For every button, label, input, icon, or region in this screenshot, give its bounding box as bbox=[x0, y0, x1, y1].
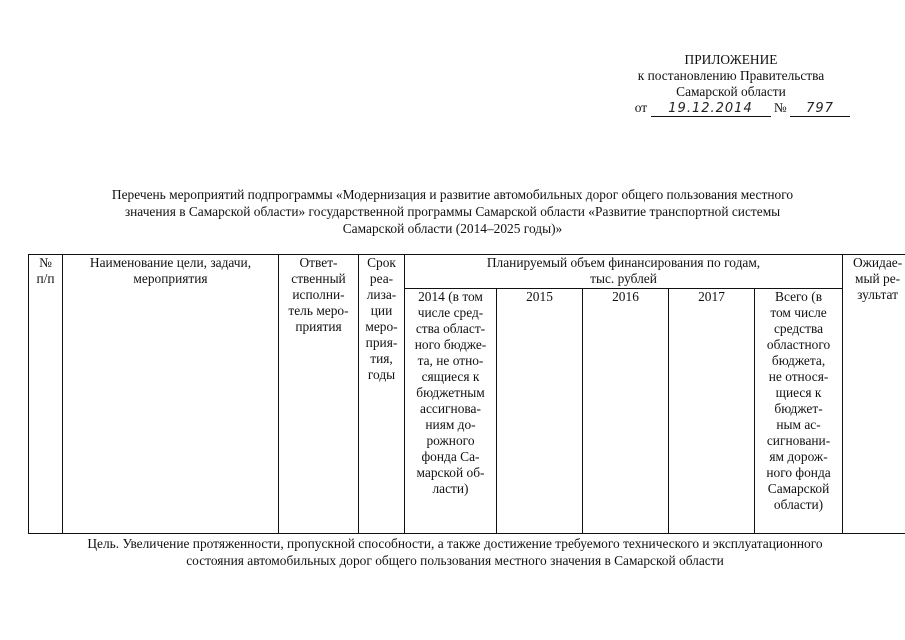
header-num bbox=[29, 255, 63, 534]
header-text-line: ства област- bbox=[415, 321, 486, 336]
header-name bbox=[63, 255, 279, 534]
header-text-line: ственный bbox=[291, 271, 346, 286]
title-line-1: Перечень мероприятий подпрограммы «Модернизация и развитие автомобильных дорог общего пользования местного bbox=[111, 187, 794, 202]
header-text-line: тель меро- bbox=[288, 303, 349, 318]
header-text-line: лиза- bbox=[366, 287, 397, 302]
header-text-line: Срок bbox=[367, 255, 396, 270]
header-text-line: ассигнова- bbox=[420, 401, 481, 416]
header-total bbox=[755, 289, 843, 534]
header-text-line: меро- bbox=[365, 319, 398, 334]
header-text-line: прия- bbox=[365, 335, 398, 350]
header-text-line: Самарской bbox=[767, 481, 830, 496]
header-term bbox=[359, 255, 405, 534]
header-text-line: сигновани- bbox=[766, 433, 831, 448]
header-text-line: исполни- bbox=[292, 287, 345, 302]
header-text-line: бюджетным bbox=[416, 385, 485, 400]
appendix-title: ПРИЛОЖЕНИЕ bbox=[684, 52, 778, 67]
header-text-line: мероприятия bbox=[133, 271, 208, 286]
header-text-line: бюджет- bbox=[774, 401, 823, 416]
header-text-line: ного фонда bbox=[766, 465, 831, 480]
header-text-line: 2014 (в том bbox=[418, 289, 483, 304]
title-line-3: Самарской области (2014–2025 годы)» bbox=[342, 221, 563, 236]
header-text-line: фонда Са- bbox=[421, 449, 480, 464]
header-text-line: 2016 bbox=[612, 289, 639, 304]
header-year-2015 bbox=[497, 289, 583, 534]
header-text-line: средства bbox=[773, 321, 824, 336]
header-text-line: числе сред- bbox=[417, 305, 484, 320]
header-year-2017 bbox=[669, 289, 755, 534]
header-text-line: реа- bbox=[369, 271, 394, 286]
header-text-line: том числе bbox=[770, 305, 827, 320]
goal-line-1: Цель. Увеличение протяженности, пропускной способности, а также достижение требуемого технического и эксплуатационного bbox=[87, 536, 823, 551]
goal-text bbox=[30, 535, 880, 569]
header-text-line: приятия bbox=[295, 319, 342, 334]
handwritten-date: 19.12.2014 bbox=[651, 102, 771, 117]
appendix-date-row bbox=[600, 100, 862, 117]
header-text-line: Ожидае- bbox=[852, 255, 903, 270]
goal-line-2: состояния автомобильных дорог общего пользования местного значения в Самарской области bbox=[186, 553, 724, 568]
document-title bbox=[30, 186, 875, 237]
header-text-line: тыс. рублей bbox=[590, 271, 657, 286]
header-text-line: ным ас- bbox=[776, 417, 821, 432]
from-label: от bbox=[634, 100, 648, 115]
appendix-block bbox=[600, 52, 862, 117]
header-executor bbox=[279, 255, 359, 534]
number-label: № bbox=[773, 100, 787, 115]
title-line-2: значения в Самарской области» государственной программы Самарской области «Развитие транспортной системы bbox=[124, 204, 781, 219]
header-text-line: 2015 bbox=[526, 289, 553, 304]
header-text-line: № bbox=[39, 255, 52, 270]
header-text-line: та, не отно- bbox=[417, 353, 484, 368]
header-text-line: областного bbox=[766, 337, 831, 352]
header-text-line: ласти) bbox=[432, 481, 469, 496]
header-text-line: ного бюдже- bbox=[414, 337, 487, 352]
header-text-line: не относя- bbox=[768, 369, 829, 384]
appendix-line-1: к постановлению Правительства bbox=[637, 68, 825, 83]
header-text-line: ции bbox=[370, 303, 393, 318]
header-text-line: тия, bbox=[370, 351, 393, 366]
header-text-line: зультат bbox=[857, 287, 898, 302]
header-text-line: Ответ- bbox=[299, 255, 338, 270]
measures-table bbox=[28, 254, 905, 534]
header-result bbox=[843, 255, 905, 534]
header-text-line: области) bbox=[773, 497, 824, 512]
header-text-line: рожного bbox=[426, 433, 475, 448]
header-text-line: ям дорож- bbox=[769, 449, 828, 464]
header-text-line: п/п bbox=[36, 271, 55, 286]
header-text-line: марской об- bbox=[416, 465, 485, 480]
header-text-line: сящиеся к bbox=[421, 369, 480, 384]
header-financing bbox=[405, 255, 843, 289]
header-text-line: Планируемый объем финансирования по годам, bbox=[486, 255, 761, 270]
header-text-line: 2017 bbox=[698, 289, 725, 304]
appendix-line-2: Самарской области bbox=[676, 84, 786, 99]
header-text-line: Всего (в bbox=[775, 289, 823, 304]
header-year-2016 bbox=[583, 289, 669, 534]
header-text-line: мый ре- bbox=[855, 271, 901, 286]
header-text-line: щиеся к bbox=[775, 385, 822, 400]
header-text-line: бюджета, bbox=[771, 353, 826, 368]
header-year-2014 bbox=[405, 289, 497, 534]
header-text-line: Наименование цели, задачи, bbox=[89, 255, 252, 270]
handwritten-number: 797 bbox=[790, 102, 850, 117]
header-text-line: ниям до- bbox=[425, 417, 476, 432]
header-text-line: годы bbox=[367, 367, 396, 382]
